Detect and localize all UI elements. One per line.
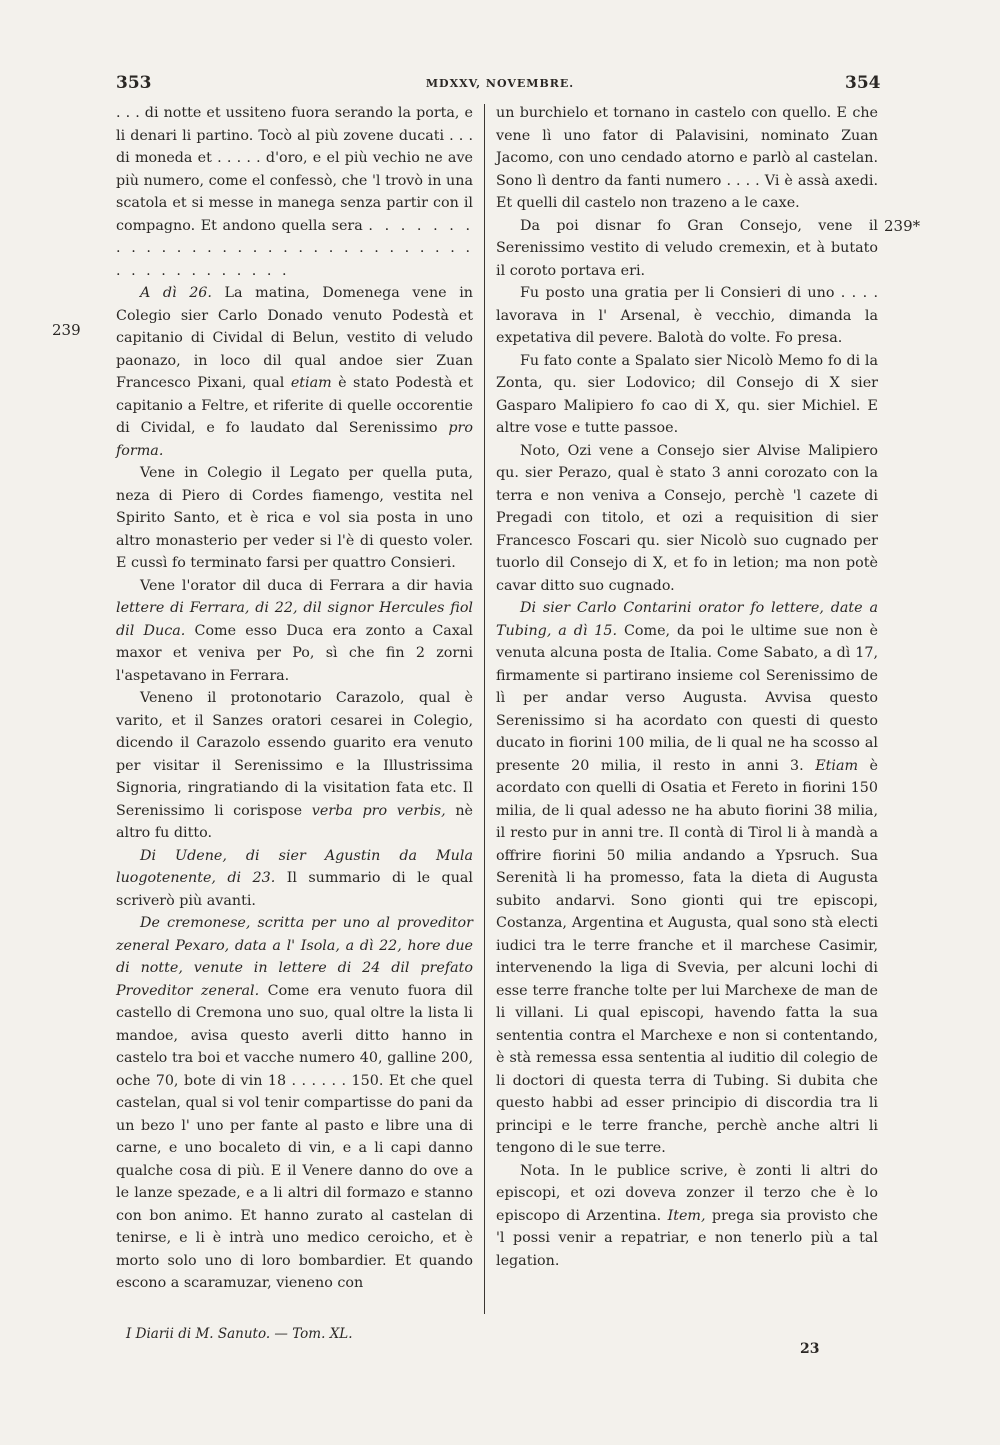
paragraph: Da poi disnar fo Gran Consejo, vene il Serenissimo vestito di veludo cremexin, et à butato il coroto portava eri.	[496, 217, 878, 279]
paragraph-text: . . . di notte et ussiteno fuora serando la porta, e li denari li partino. Tocò al più zovene ducati . . . di moneda et . . . . . d'oro, e el più vechio ne ave più numero, come el confessò, che 'l trovò in una scatola et si messe in manega senza partir con il compagno. Et andono quella sera	[116, 105, 473, 234]
page-header	[0, 73, 1000, 97]
paragraph-text: Come era venuto fuora dil castello di Cremona uno suo, qual oltre la lista li mandoe, avisa questo averli ditto hanno in castelo tra boi et vacche numero 40, galline 200, oche 70, bote di vin 18 . . . . . . 150. Et che quel castelan, qual si vol tenir compartisse do pani da un bezo l' uno per fante al pasto e libre una di carne, e uno bocaleto di vin, e a li capi danno qualche cosa di più. E il Venere danno do ove a le lanze spezade, e a li altri dil formazo e stanno con bon animo. Et hanno zurato al castelan di tenirse, e li è intrà uno medico ceroicho, et è morto solo uno di loro bombardier. Et quando escono a scaramuzar, vieneno con	[116, 982, 473, 1291]
ellipsis-dots: . . . . . . . . . . . . . . . . . . . . . . . . . . . . . . . . . . . . . . . . . . .	[116, 217, 473, 279]
page-number-right: 354	[845, 73, 881, 93]
paragraph	[116, 912, 473, 1295]
column-divider	[484, 104, 485, 1314]
footer-signature: 23	[800, 1341, 820, 1357]
italic-heading: lettere di Ferrara, di 22, dil signor Hercules fiol dil Duca.	[116, 600, 473, 639]
paragraph-text: Come esso Duca era zonto a Caxal maxor et veniva per Po, sì che fin 2 zorni l'aspetavano in Ferrara.	[116, 622, 473, 684]
paragraph-text: Vene l'orator dil duca di Ferrara a dir havia	[140, 577, 473, 594]
paragraph	[116, 687, 473, 845]
italic-term: Etiam	[815, 757, 859, 774]
italic-heading: Di Udene, di sier Agustin da Mula luogotenente, di 23.	[116, 847, 473, 886]
page-number-left: 353	[116, 73, 152, 93]
paragraph-text: Veneno il protonotario Carazolo, qual è varito, et il Sanzes oratori cesarei in Colegio, dicendo il Carazolo essendo guarito era venuto per visitar il Serenissimo e la Illustrissima Signoria, ringratiando di la visitation fata etc. Il Serenissimo li corispose	[116, 690, 473, 819]
paragraph: Fu fato conte a Spalato sier Nicolò Memo fo di la Zonta, qu. sier Lodovico; dil Consejo di X sier Gasparo Malipiero fo cao di X, qu. sier Michiel. E altre vose e tutte passoe.	[496, 352, 878, 436]
paragraph	[116, 845, 473, 913]
footer-series-title: I Diarii di M. Sanuto. — Tom. XL.	[126, 1326, 353, 1342]
paragraph-text: è stato Podestà et capitanio a Feltre, et riferite di quelle occorentie di Cividal, e fo laudato dal Serenissimo	[116, 375, 473, 436]
paragraph-text: Come, da poi le ultime sue non è venuta alcuna posta de Italia. Come Sabato, a dì 17, firmamente si partirano insieme col Serenissimo de lì per andar verso Augusta. Avvisa questo Serenissimo si ha acordato con questi di questo ducato in fiorini 100 milia, de li qual ne ha scosso al presente 20 milia, il resto in anni 3.	[496, 622, 879, 774]
italic-term: Item,	[667, 1207, 706, 1224]
paragraph-text: La matina, Domenega vene in Colegio sier Carlo Donado venuto Podestà et capitanio di Cividal di Belun, vestito di veludo paonazo, in loco dil qual andoe sier Zuan Francesco Pixani, qual	[116, 285, 473, 391]
paragraph	[496, 597, 878, 1160]
running-title: MDXXV, NOVEMBRE.	[425, 77, 575, 90]
paragraph	[116, 575, 473, 688]
paragraph: Fu posto una gratia per li Consieri di uno . . . . lavorava in l' Arsenal, è vecchio, dimanda la expetativa dil pevere. Balotà do volte. Fo presa.	[496, 285, 878, 346]
paragraph-text: prega sia provisto che 'l possi venir a repatriar, e non tenerlo più a tal legation.	[496, 1207, 878, 1269]
paragraph	[116, 282, 473, 462]
paragraph-text: Il summario di le qual scriverò più avanti.	[116, 870, 474, 909]
italic-heading: Di sier Carlo Contarini orator fo lettere, date a Tubing, a dì 15.	[496, 600, 878, 639]
italic-term: etiam	[290, 375, 332, 391]
paragraph: Vene in Colegio il Legato per quella puta, neza di Piero di Cordes fiamengo, vestita nel Spirito Santo, et è rica e vol sia posta in uno altro monasterio per veder si l'è di questo voler. E cussì fo terminato farsi per quattro Consieri.	[116, 465, 473, 571]
paragraph-text: Nota. In le publice scrive, è zonti li altri do episcopi, et ozi doveva zonzer il terzo che è lo episcopo di Arzentina.	[496, 1162, 878, 1224]
paragraph	[116, 102, 473, 282]
italic-heading: De cremonese, scritta per uno al proveditor zeneral Pexaro, data a l' Isola, a dì 22, hore due di notte, venute in lettere di 24 dil prefato Proveditor zeneral.	[116, 915, 473, 999]
paragraph-text: è acordato con quelli di Osatia et Fereto in fiorini 150 milia, de li qual adesso ne ha abuto fiorini 38 milia, il resto pur in anni tre. Il contà di Tirol li à mandà a offrire fiorini 50 milia andando a Ypsruch. Sua Serenità li ha promesso, fata la dieta di Augusta subito andarvi. Sono gionti qui tre episcopi, Costanza, Argentina et Augusta, qual sono stà electi iudici tra le terre franche et il marchese Casimir, intervenendo la liga di Svevia, per alcuni lochi di esse terre franche tolte per lui Marchexe de man de li villani. Li qual episcopi, havendo fatta la sua sententia contra el Marchexe e non si contentando, è stà remessa essa sententia al iuditio dil colegio de li doctori di questa terra di Tubing. Si dubita che questo habbi ad esser principio di discordia tra li principi e le terre franche, perchè anche altri li tengono di le sue terre.	[496, 757, 879, 1156]
margin-folio-left: 239	[52, 321, 81, 339]
margin-folio-right: 239*	[884, 217, 921, 235]
paragraph	[496, 1160, 878, 1273]
paragraph: Noto, Ozi vene a Consejo sier Alvise Malipiero qu. sier Perazo, qual è stato 3 anni corozato con la terra e non veniva a Consejo, perchè 'l cazete di Pregadi con titolo, et ozi a requisition di sier Francesco Foscari qu. sier Nicolò suo cugnado per tuorlo dil Consejo di X, et fo in letion; ma non potè cavar ditto suo cugnado.	[496, 442, 878, 594]
date-heading: A dì 26.	[140, 285, 212, 301]
italic-term: verba pro verbis,	[311, 802, 446, 819]
paragraph: un burchielo et tornano in castelo con quello. E che vene lì uno fator di Palavisini, nominato Zuan Jacomo, con uno cendado atorno e parlò al castelan. Sono lì dentro da fanti numero . . . . Vi è assà axedi. Et quelli dil castelo non trazeno a le caxe.	[496, 105, 878, 211]
italic-term: pro forma.	[116, 420, 473, 459]
paragraph-text: nè altro fu ditto.	[116, 802, 474, 841]
left-column	[116, 102, 473, 1295]
right-column	[496, 102, 878, 1272]
